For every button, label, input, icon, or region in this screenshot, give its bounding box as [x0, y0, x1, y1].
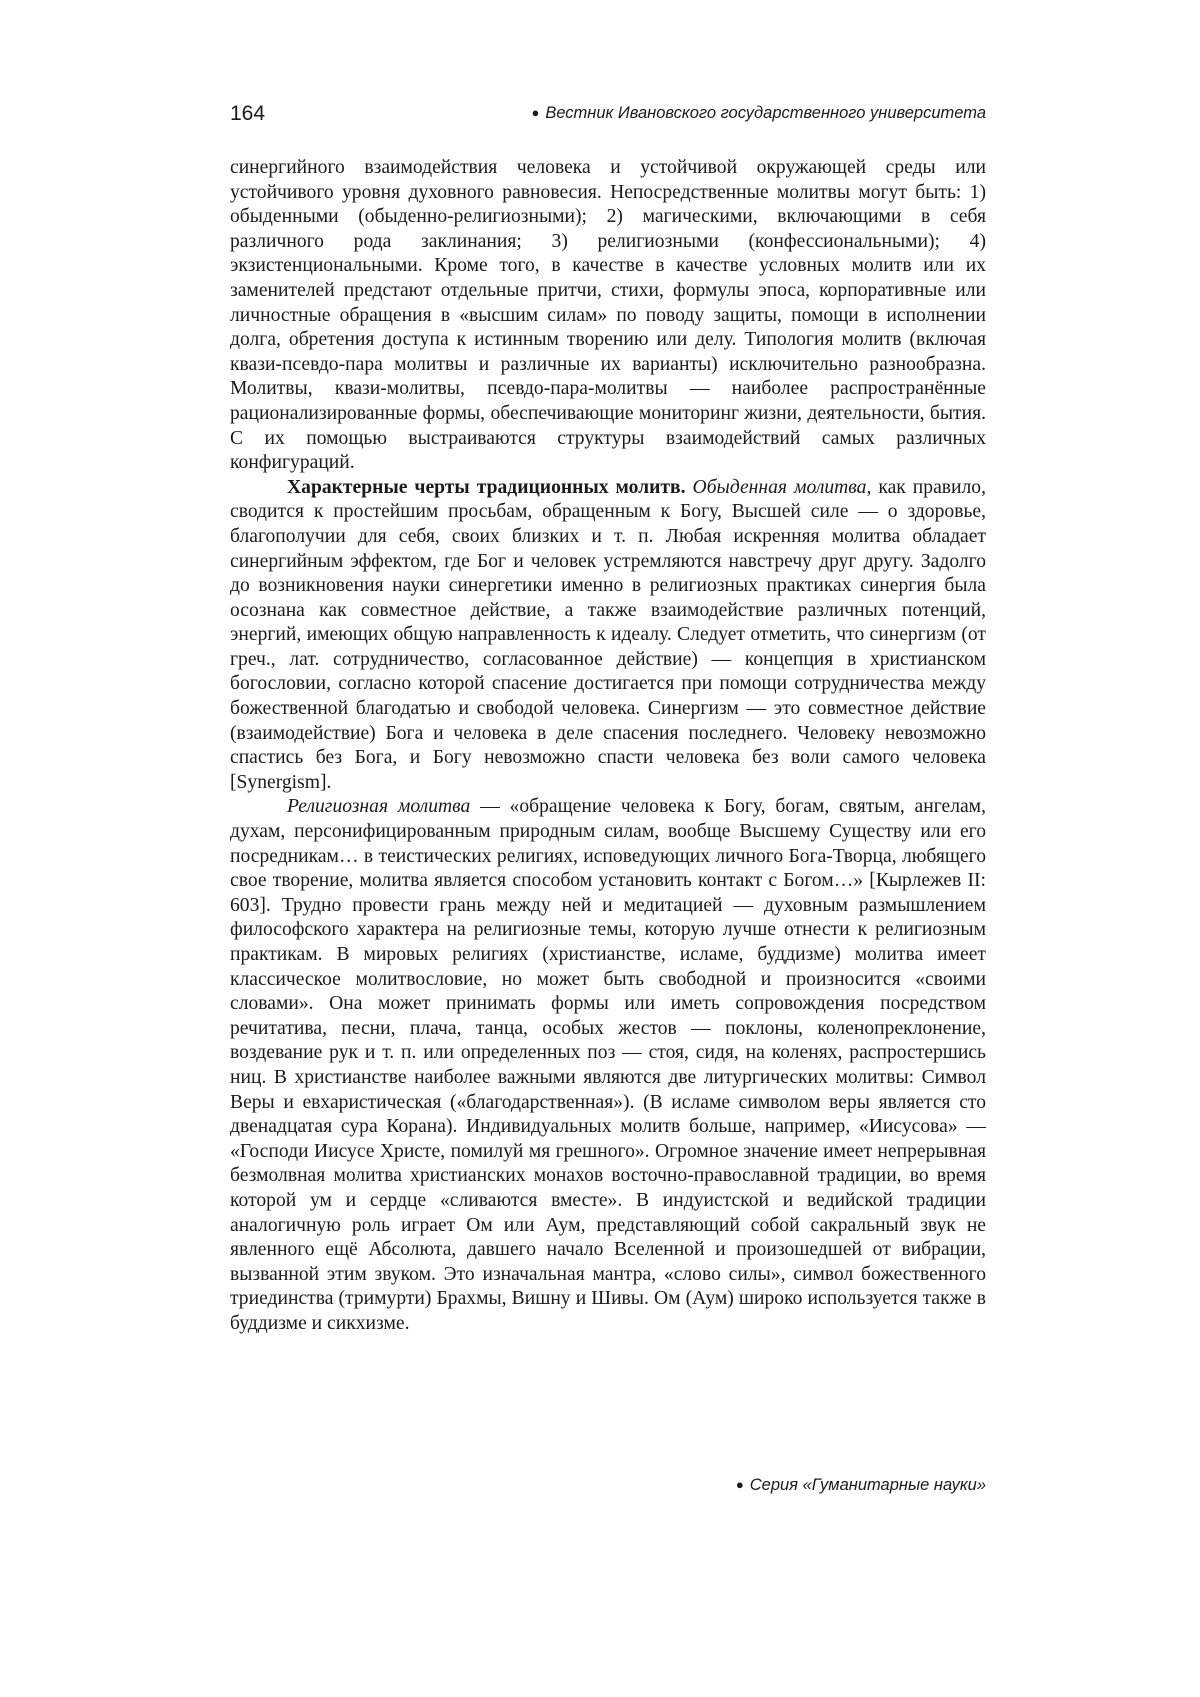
paragraph-3 — [230, 795, 986, 1336]
journal-title-text: Вестник Ивановского государственного университета — [545, 104, 986, 122]
section-heading: Характерные черты традиционных молитв. — [287, 476, 686, 498]
term-religious-prayer: Религиозная молитва — [287, 796, 471, 818]
series-title: Серия «Гуманитарные науки» — [749, 1476, 986, 1494]
paragraph-3-text: — «обращение человека к Богу, богам, святым, ангелам, духам, персонифицированным природным силам, вообще Высшему Существу или его посредникам… в теистических религиях, исповедующих личного Бога-Творца, любящего свое творение, молитва является способом установить контакт с Богом…» [Кырлежев II: 603]. Трудно провести грань между ней и медитацией — духовным размышлением философского характера на религиозные темы, которую лучше отнести к религиозным практикам. В мировых религиях (христианстве, исламе, буддизме) молитва имеет классическое молитвословие, но может быть свободной и произносится «своими словами». Она может принимать формы или иметь сопровождения посредством речитатива, песни, плача, танца, особых жестов — поклоны, коленопреклонение, воздевание рук и т. п. или определенных поз — стоя, сидя, на коленях, распростершись ниц. В христианстве наиболее важными являются две литургических молитвы: Символ Веры и евхаристическая («благодарственная»). (В исламе символом веры является сто двенадцатая сура Корана). Индивидуальных молитв больше, например, «Иисусова» — «Господи Иисусе Христе, помилуй мя грешного». Огромное значение имеет непрерывная безмолвная молитва христианских монахов восточно-православной традиции, во время которой ум и сердце «сливаются вместе». В индуистской и ведийской традиции аналогичную роль играет Ом или Аум, представляющий собой сакральный звук не явленного ещё Абсолюта, давшего начало Вселенной и произошедшей от вибрации, вызванной этим звуком. Это изначальная мантра, «слово силы», символ божественного триединства (тримурти) Брахмы, Вишну и Шивы. Ом (Аум) широко используется также в буддизме и сикхизме. — [230, 796, 986, 1334]
bullet-icon: ● — [531, 105, 540, 120]
running-footer — [230, 1476, 986, 1495]
bullet-icon: ● — [735, 1477, 744, 1492]
paragraph-2 — [230, 476, 986, 796]
paragraph-1: синергийного взаимодействия человека и устойчивой окружающей среды или устойчивого уровня духовного равновесия. Непосредственные молитвы могут быть: 1) обыденными (обыденно-религиозными); 2) магическими, включающими в себя различного рода заклинания; 3) религиозными (конфессиональными); 4) экзистенциональными. Кроме того, в качестве в качестве условных молитв или их заменителей предстают отдельные притчи, стихи, формулы эпоса, корпоративные или личностные обращения в «высшим силам» по поводу защиты, помощи в исполнении долга, обретения доступа к истинным творению или делу. Типология молитв (включая квази-псевдо-пара молитвы и различные их варианты) исключительно разнообразна. Молитвы, квази-молитвы, псевдо-пара-молитвы — наиболее распространённые рационализированные формы, обеспечивающие мониторинг жизни, деятельности, бытия. С их помощью выстраиваются структуры взаимодействий самых различных конфигураций. — [230, 157, 986, 474]
running-header — [230, 100, 986, 134]
paragraph-2-text: , как правило, сводится к простейшим просьбам, обращенным к Богу, Высшей силе — о здоровье, благополучии для себя, своих близких и т. п. Любая искренняя молитва обладает синергийным эффектом, где Бог и человек устремляются навстречу друг другу. Задолго до возникновения науки синергетики именно в религиозных практиках синергия была осознана как совместное действие, а также взаимодействие различных потенций, энергий, имеющих общую направленность к идеалу. Следует отметить, что синергизм (от греч., лат. сотрудничество, согласованное действие) — концепция в христианском богословии, согласно которой спасение достигается при помощи сотрудничества между божественной благодатью и свободой человека. Синергизм — это совместное действие (взаимодействие) Бога и человека в деле спасения последнего. Человеку невозможно спастись без Бога, и Богу невозможно спасти человека без воли самого человека [Synergism]. — [230, 476, 986, 793]
journal-title — [531, 104, 986, 123]
article-body — [230, 156, 986, 1337]
term-ordinary-prayer: Обыденная молитва — [692, 476, 867, 498]
page-number: 164 — [230, 102, 266, 125]
